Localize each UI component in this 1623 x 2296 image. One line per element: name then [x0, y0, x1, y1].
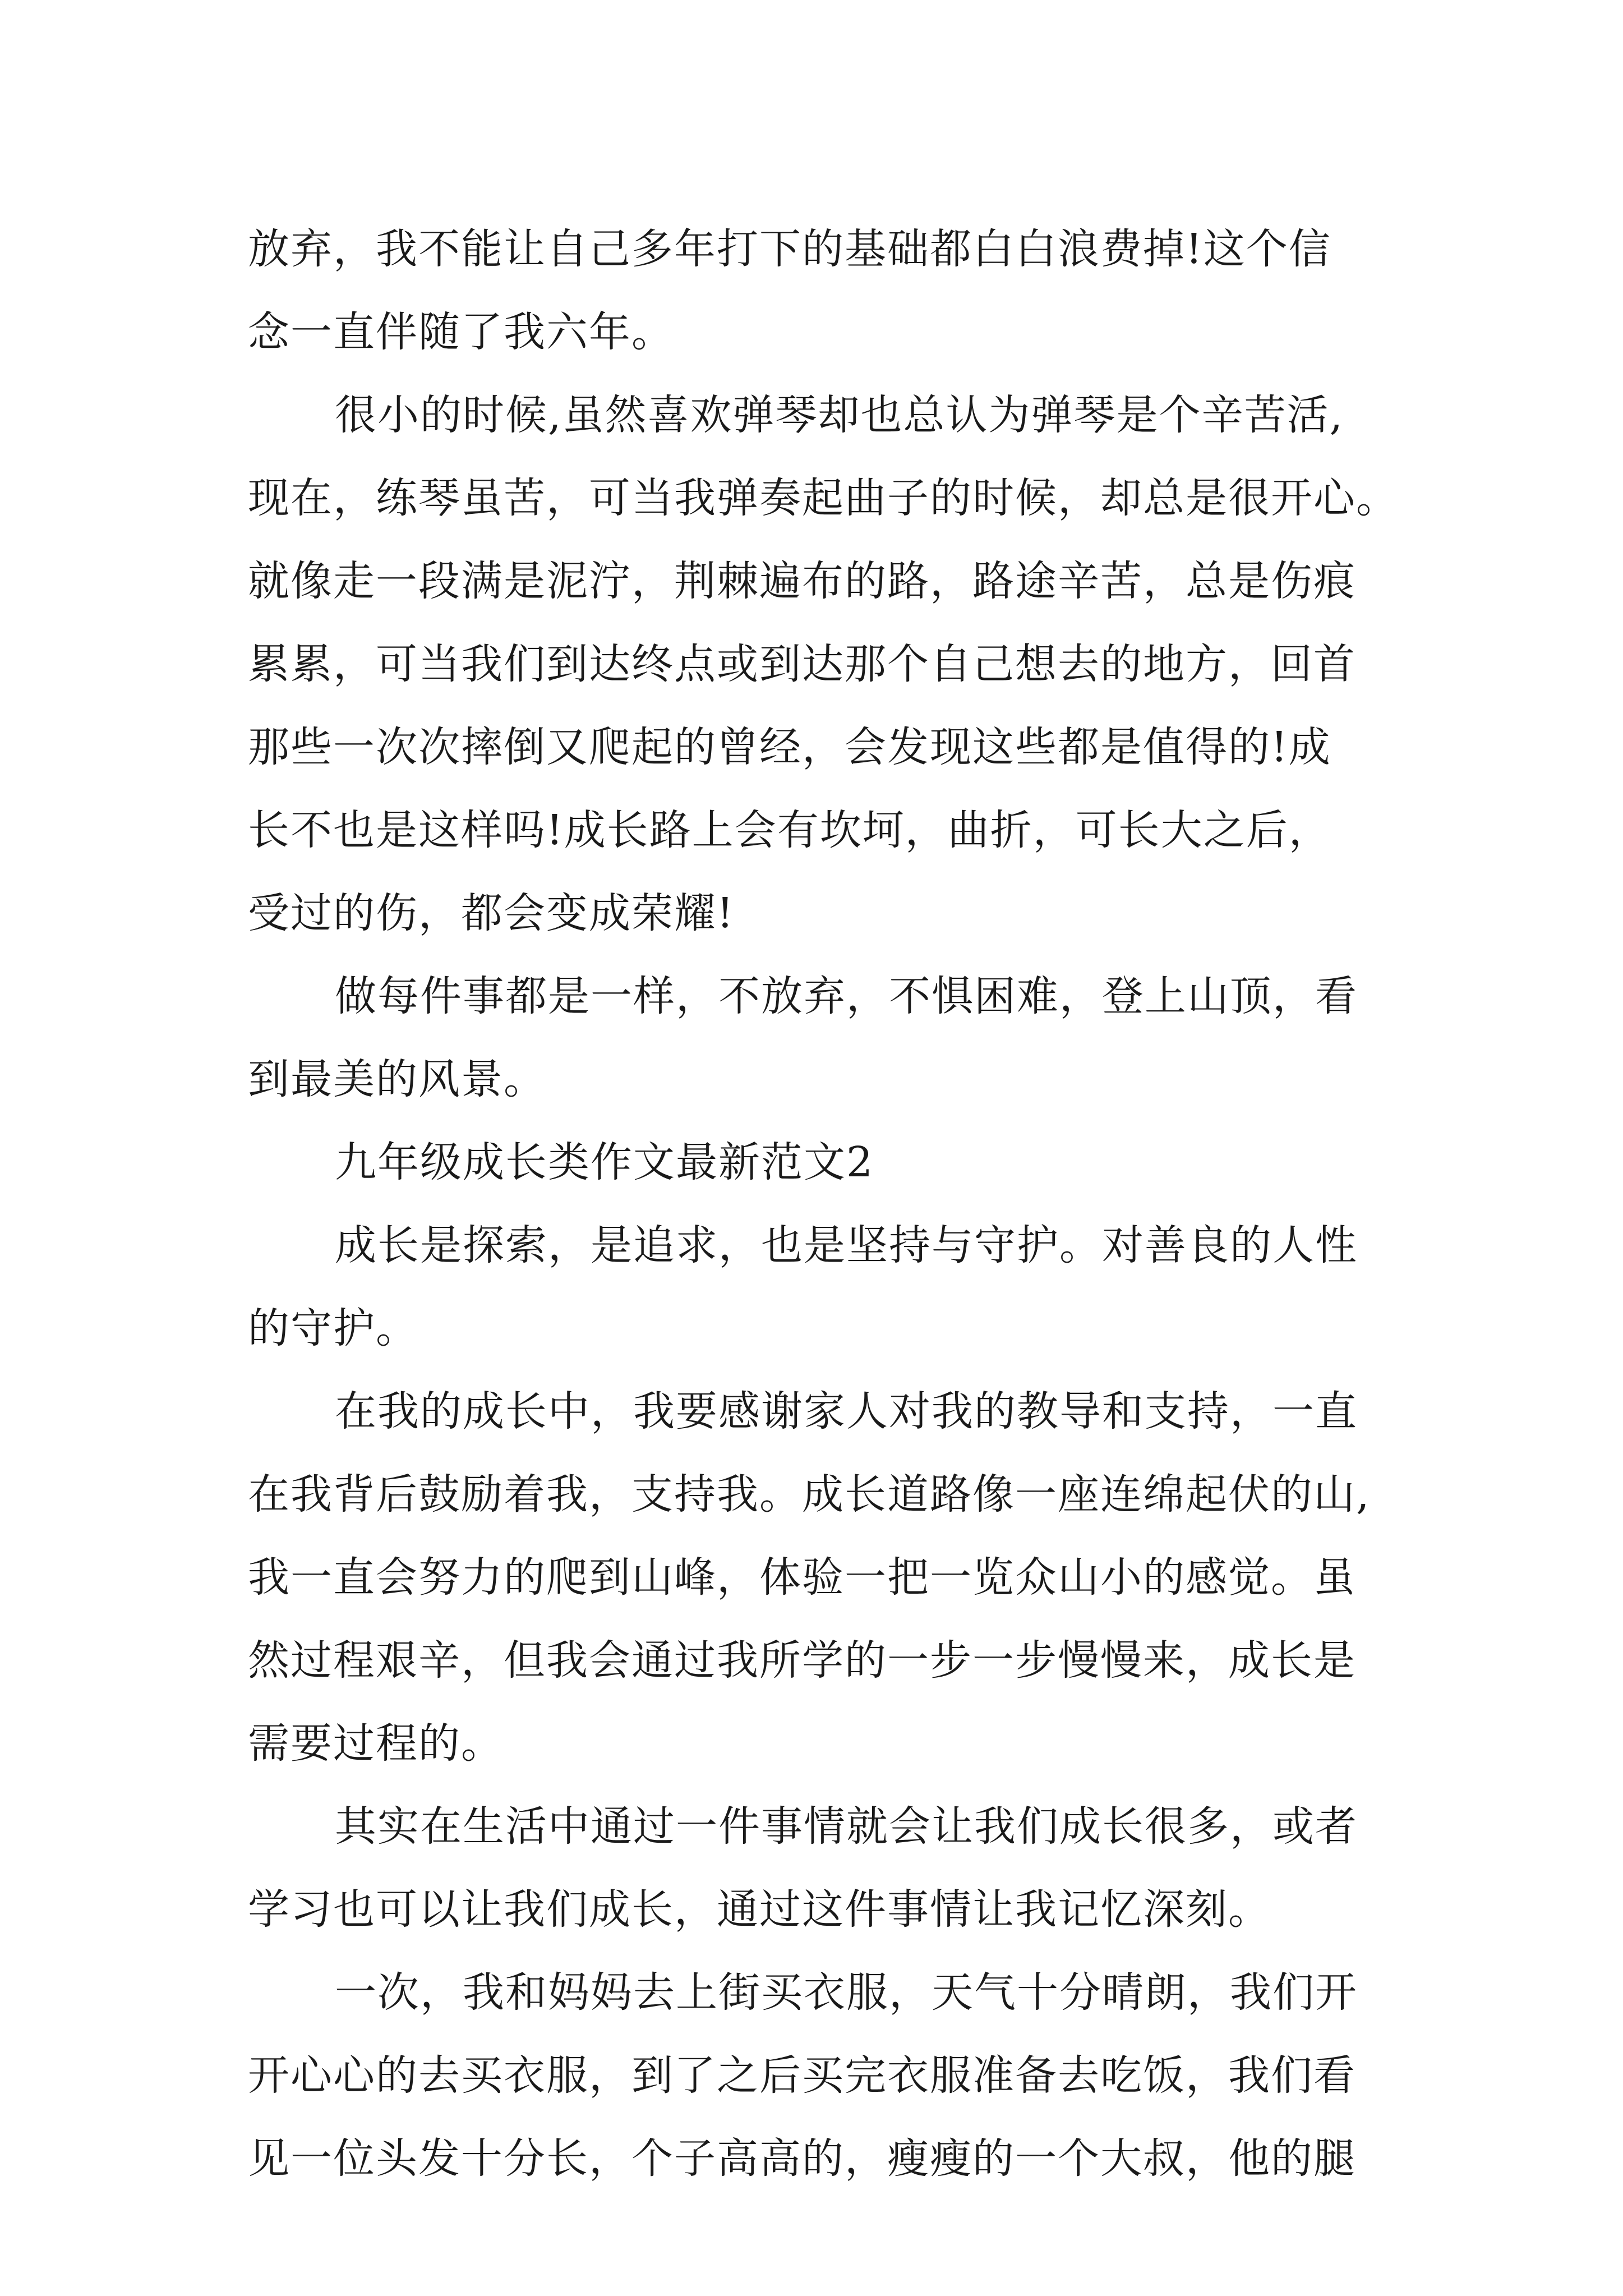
text-line: 然过程艰辛，但我会通过我所学的一步一步慢慢来，成长是 — [248, 1636, 1356, 1685]
text-line: 见一位头发十分长，个子高高的，瘦瘦的一个大叔，他的腿 — [248, 2134, 1356, 2183]
text-line: 很小的时候,虽然喜欢弹琴却也总认为弹琴是个辛苦活, — [335, 391, 1344, 439]
text-line: 的守护。 — [248, 1304, 418, 1352]
section-heading: 九年级成长类作文最新范文2 — [335, 1138, 874, 1186]
text-line: 那些一次次摔倒又爬起的曾经，会发现这些都是值得的!成 — [248, 723, 1331, 771]
text-line: 受过的伤，都会变成荣耀! — [248, 889, 735, 937]
text-line: 学习也可以让我们成长，通过这件事情让我记忆深刻。 — [248, 1885, 1271, 1934]
text-line: 现在，练琴虽苦，可当我弹奏起曲子的时候，却总是很开心。 — [248, 474, 1399, 522]
text-line: 一次，我和妈妈去上街买衣服，天气十分晴朗，我们开 — [335, 1968, 1358, 2017]
text-line: 到最美的风景。 — [248, 1055, 546, 1103]
text-line: 做每件事都是一样，不放弃，不惧困难，登上山顶，看 — [335, 972, 1358, 1020]
text-line: 其实在生活中通过一件事情就会让我们成长很多，或者 — [335, 1802, 1358, 1851]
text-line: 开心心的去买衣服，到了之后买完衣服准备去吃饭，我们看 — [248, 2051, 1356, 2100]
text-line: 累累，可当我们到达终点或到达那个自己想去的地方，回首 — [248, 640, 1356, 688]
text-line: 我一直会努力的爬到山峰，体验一把一览众山小的感觉。虽 — [248, 1553, 1356, 1602]
text-line: 需要过程的。 — [248, 1719, 504, 1768]
text-line: 念一直伴随了我六年。 — [248, 308, 674, 356]
text-line: 在我的成长中，我要感谢家人对我的教导和支持，一直 — [335, 1387, 1358, 1435]
text-line: 就像走一段满是泥泞，荆棘遍布的路，路途辛苦，总是伤痕 — [248, 557, 1356, 605]
text-line: 在我背后鼓励着我，支持我。成长道路像一座连绵起伏的山, — [248, 1470, 1371, 1519]
text-line: 长不也是这样吗!成长路上会有坎坷，曲折，可长大之后， — [248, 806, 1331, 854]
essay-body — [248, 208, 1426, 2200]
text-line: 放弃，我不能让自己多年打下的基础都白白浪费掉!这个信 — [248, 225, 1331, 273]
text-line: 成长是探索，是追求，也是坚持与守护。对善良的人性 — [335, 1221, 1358, 1269]
